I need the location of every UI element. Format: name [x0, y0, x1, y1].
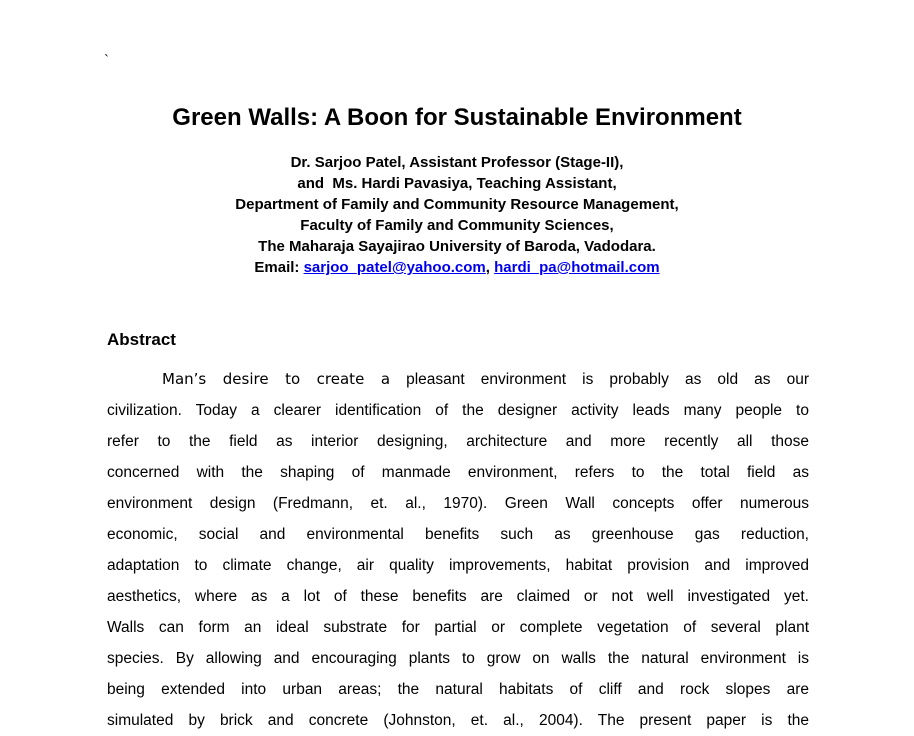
abstract-lead-phrase: Man’s desire to create a — [162, 370, 391, 388]
abstract-line: simulated by brick and concrete (Johnston, et. al., 2004). The present paper is the — [107, 712, 809, 729]
abstract-line: adaptation to climate change, air quality improvements, habitat provision and improved — [107, 557, 809, 574]
abstract-line: concerned with the shaping of manmade environment, refers to the total field as — [107, 464, 809, 481]
abstract-paragraph — [107, 364, 809, 736]
author-line-4: Faculty of Family and Community Sciences, — [300, 217, 614, 234]
email-line — [0, 257, 914, 278]
email-separator: , — [485, 259, 495, 276]
author-line-3: Department of Family and Community Resource Management, — [235, 196, 679, 213]
author-line-2: and Ms. Hardi Pavasiya, Teaching Assistant, — [297, 175, 617, 192]
abstract-line: Walls can form an ideal substrate for partial or complete vegetation of several plant — [107, 619, 809, 636]
abstract-line: civilization. Today a clearer identification of the designer activity leads many people to — [107, 402, 809, 419]
author-line-5: The Maharaja Sayajirao University of Baroda, Vadodara. — [258, 238, 656, 255]
abstract-line — [107, 364, 809, 395]
abstract-heading: Abstract — [107, 330, 176, 349]
abstract-line: economic, social and environmental benefits such as greenhouse gas reduction, — [107, 526, 809, 543]
abstract-line: being extended into urban areas; the natural habitats of cliff and rock slopes are — [107, 681, 809, 698]
author-line-1: Dr. Sarjoo Patel, Assistant Professor (Stage-II), — [290, 154, 624, 171]
abstract-line: aesthetics, where as a lot of these benefits are claimed or not well investigated yet. — [107, 588, 809, 605]
email-link-hardi[interactable]: hardi_pa@hotmail.com — [494, 259, 660, 276]
author-block — [0, 152, 914, 278]
paper-title: Green Walls: A Boon for Sustainable Environment — [172, 104, 742, 131]
stray-backtick-mark: ` — [104, 52, 109, 69]
abstract-line: species. By allowing and encouraging plants to grow on walls the natural environment is — [107, 650, 809, 667]
abstract-line-rest: pleasant environment is probably as old as our — [406, 371, 809, 388]
email-link-sarjoo[interactable]: sarjoo_patel@yahoo.com — [303, 259, 486, 276]
abstract-line: environment design (Fredmann, et. al., 1970). Green Wall concepts offer numerous — [107, 495, 809, 512]
email-label: Email: — [254, 259, 304, 276]
abstract-line: refer to the field as interior designing, architecture and more recently all those — [107, 433, 809, 450]
